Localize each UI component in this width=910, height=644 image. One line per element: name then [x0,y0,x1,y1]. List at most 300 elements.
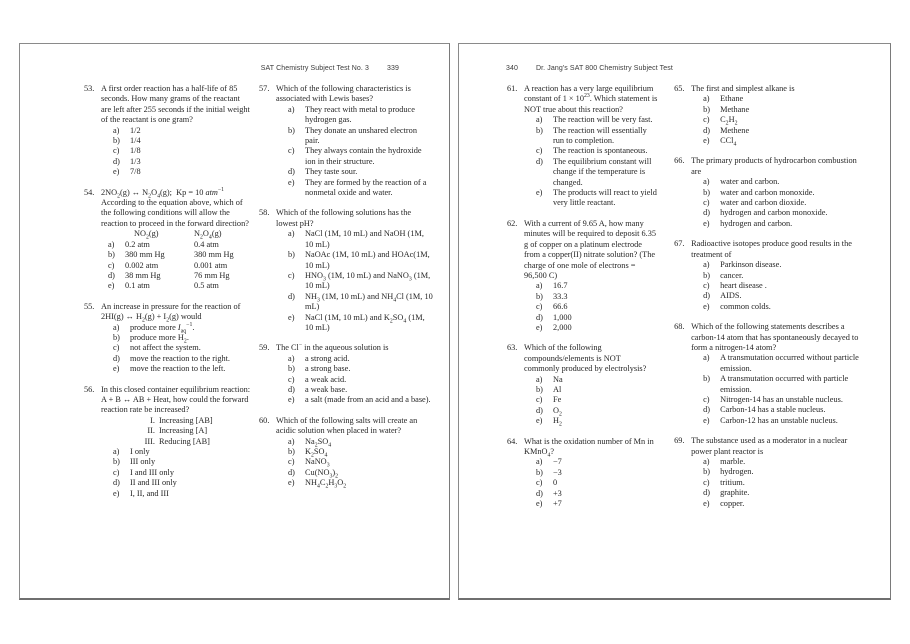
option-letter: a) [703,457,710,466]
page-content [507,84,862,590]
option-text: $NH_3$ (1M, 10 mL) and $NH_4Cl$ (1M, 10 mL) [305,291,433,312]
option-letter: e) [536,188,543,198]
option-text: Al [553,384,562,394]
option-row [703,260,862,270]
question [674,84,862,146]
option-row [703,177,862,187]
option-row [113,354,251,364]
page-header [506,65,673,72]
option-row [288,292,433,313]
option-letter: b) [536,467,543,477]
option-row [536,416,658,426]
question-column [84,84,251,590]
option-letter: d) [703,405,711,415]
table-cell: 0.4 atm [194,239,219,249]
option-letter: d) [288,384,295,394]
option-text: move the reaction to the right. [130,353,230,363]
roman-item [131,416,251,426]
table-cell: 0.002 atm [125,260,159,270]
question [674,436,862,509]
question-body [276,343,433,405]
option-row [536,468,658,478]
option-letter: e) [536,322,543,332]
option-row [703,219,862,229]
option-letter: a) [288,229,295,239]
option-text: a salt (made from an acid and a base). [305,395,431,405]
option-row [288,271,433,292]
question-body [101,385,251,499]
option-text: 16.7 [553,281,568,291]
option-row [703,208,862,218]
option-letter: c) [288,457,295,467]
option-row [703,374,862,395]
option-text: common colds. [720,301,771,311]
question [84,188,251,292]
option-row [703,136,862,146]
option-letter: a) [288,436,295,446]
option-letter: b) [703,374,711,384]
option-text: a strong acid. [305,353,350,363]
option-letter: a) [536,281,543,291]
option-letter: d) [113,478,120,488]
option-letter: c) [703,477,710,487]
question-text: A first order reaction has a half-life of 85 seconds. How many grams of the reactant are left after 255 seconds if the initial weight of the reactant is one gram? [101,84,250,125]
option-row [536,115,658,125]
option-row [288,126,433,147]
table-row [108,240,251,250]
option-text: not affect the system. [130,343,201,353]
option-letter: a) [113,125,120,135]
option-text: copper. [720,498,745,508]
option-row [288,105,433,126]
option-row [113,157,251,167]
question-body [276,84,433,198]
option-row [288,178,433,199]
option-row [536,313,658,323]
option-text: NaCl (1M, 10 mL) and $K_2SO_4$ (1M, 10 mL) [305,312,425,332]
roman-list [131,416,251,447]
question [259,208,433,333]
option-row [113,457,251,467]
option-text: $Cu(NO_3)_2$ [305,467,339,480]
question-body [524,343,658,426]
option-row [703,478,862,488]
option-letter: e) [113,488,120,498]
option-text: Ethane [720,94,744,104]
option-letter: d) [113,156,120,166]
running-head: SAT Chemistry Subject Test No. 3 [260,65,370,72]
option-text: A transmutation occurred without particle emission. [720,353,859,373]
option-row [288,313,433,334]
option-text: 1,000 [553,312,572,322]
table-row [108,250,251,260]
option-text: Methane [720,104,750,114]
table-header-cell: $NO_2(g)$ [134,229,159,241]
option-text: hydrogen. [720,467,754,477]
question-body [691,436,862,509]
option-letter: c) [288,146,295,156]
question-body [524,437,658,510]
option-letter: e) [703,218,710,228]
option-text: marble. [720,457,746,466]
option-row [536,457,658,467]
page-number: 339 [387,65,399,72]
option-letter: b) [113,457,120,467]
option-text: They react with metal to produce hydrogen gas. [305,104,415,125]
option-letter: b) [536,384,543,394]
option-text: I only [130,447,150,456]
option-row [288,354,433,364]
option-row [536,406,658,416]
option-row [703,416,862,426]
option-text: I and III only [130,467,175,477]
option-text: $HNO_3$ (1M, 10 mL) and NaNO$_3$ (1M, 10 mL) [305,270,431,291]
option-text: 0 [553,478,558,488]
option-text: $Na_2SO_4$ [305,436,332,449]
option-letter: a) [703,260,710,270]
option-text: heart disease . [720,280,767,290]
option-text: move the reaction to the left. [130,364,226,374]
question-column [507,84,658,590]
roman-text: Reducing [AB] [159,436,210,446]
option-text: The reaction will be very fast. [553,115,653,125]
option-row [703,105,862,115]
option-row [703,488,862,498]
question [507,437,658,510]
roman-numeral: I. [150,415,155,425]
table-cell: 380 mm Hg [194,250,234,260]
option-row [703,271,862,281]
option-letter: c) [703,115,710,125]
question-text: The primary products of hydrocarbon combustion are [691,156,857,176]
roman-item [131,426,251,436]
option-row [703,291,862,301]
option-row [536,302,658,312]
question-number: 66. [674,156,685,166]
table-cell: 38 mm Hg [125,270,161,280]
option-text: a strong base. [305,364,351,374]
option-letter: d) [703,291,711,301]
option-letter: a) [288,353,295,363]
option-letter: e) [703,136,710,146]
question-body [691,239,862,312]
table-cell: 0.5 atm [194,281,219,291]
option-letter: a) [113,447,120,456]
question-number: 69. [674,436,685,446]
option-text: Methene [720,125,750,135]
option-letter: c) [536,146,543,156]
option-text: $C_2H_2$ [720,115,738,127]
option-letter: b) [536,291,543,301]
option-row [288,167,433,177]
question [674,239,862,312]
option-text: They always contain the hydroxide ion in their structure. [305,146,422,166]
question [259,416,433,489]
option-letter: c) [113,467,120,477]
option-letter: d) [536,405,543,415]
page-content [84,84,433,590]
option-letter: c) [288,374,295,384]
option-text: hydrogen and carbon. [720,218,793,228]
option-letter: a) [703,353,710,363]
option-letter: a) [536,115,543,125]
option-row [288,395,433,405]
option-letter: d) [703,488,711,498]
option-text: cancer. [720,270,744,280]
option-text: graphite. [720,488,750,498]
option-letter: c) [536,395,543,405]
page-left [19,43,450,600]
option-text: The reaction will essentially run to completion. [553,125,647,146]
option-row [536,281,658,291]
question-text: The substance used as a moderator in a nuclear power plant reactor is [691,436,848,456]
question-number: 61. [507,84,518,93]
question-text: Which of the following salts will create an acidic solution when placed in water? [276,415,418,436]
question-body [101,84,251,178]
option-row [288,437,433,447]
option-row [536,323,658,333]
table-cell: 0.1 atm [125,281,150,291]
option-letter: c) [536,478,543,488]
question-number: 55. [84,301,95,311]
option-text: Na [553,374,563,384]
option-row [536,478,658,488]
option-text: −7 [553,457,562,467]
option-row [288,146,433,167]
option-row [536,489,658,499]
option-row [113,364,251,374]
option-text: 1/4 [130,136,141,146]
option-text: 7/8 [130,167,141,177]
option-text: 2,000 [553,322,572,332]
question-text: The first and simplest alkane is [691,84,795,93]
option-text: 66.6 [553,302,568,312]
option-text: +3 [553,488,562,498]
roman-numeral: II. [147,426,155,436]
option-letter: b) [113,136,120,146]
question-number: 59. [259,343,270,353]
option-letter: d) [288,467,295,477]
roman-text: Increasing [AB] [159,415,213,425]
option-text: Nitrogen-14 has an unstable nucleus. [720,394,843,404]
table-header-row [134,229,251,239]
option-letter: e) [288,395,295,405]
option-text: The equilibrium constant will change if the temperature is changed. [553,156,652,187]
option-row [288,447,433,457]
question [84,84,251,178]
option-row [703,115,862,125]
option-letter: e) [288,312,295,322]
page-number: 340 [506,65,518,72]
option-row [536,126,658,147]
option-row [536,292,658,302]
option-text: $K_2SO_4$ [305,447,328,459]
option-text: AIDS. [720,291,742,301]
option-letter: d) [536,156,543,166]
question [507,343,658,426]
option-row [288,468,433,478]
option-row [703,126,862,136]
question [84,302,251,375]
option-row [536,146,658,156]
option-row [113,126,251,136]
question-body [524,219,658,333]
page-header [261,65,399,72]
option-letter: d) [536,488,543,498]
option-text: −3 [553,467,562,477]
option-letter: c) [703,198,710,208]
table-row [108,261,251,271]
question-number: 63. [507,343,518,353]
option-text: $NH_4C_2H_3O_2$ [305,478,347,490]
option-letter: e) [108,281,115,291]
pressure-table [101,229,251,291]
option-letter: d) [288,167,295,177]
question [674,322,862,426]
question-text: $2NO_2(g)$ ↔ $N_2O_4(g)$; Kp = 10 atm$^{-1}$ According to the equation above, which of the following conditions will allow the reaction to proceed in the forward direction? [101,186,249,228]
option-text: A transmutation occurred with particle emission. [720,374,849,394]
question-body [691,156,862,229]
option-letter: d) [536,312,543,322]
question-text: An increase in pressure for the reaction of 2HI(g) ↔ $H_2(g) + I_2(g)$ would [101,301,241,324]
question-number: 53. [84,84,95,93]
option-row [536,499,658,509]
option-text: water and carbon. [720,177,780,187]
question-number: 65. [674,84,685,93]
option-text: 1/8 [130,146,141,156]
question-number: 62. [507,218,518,228]
question [507,84,658,209]
roman-text: Increasing [A] [159,426,208,436]
option-letter: e) [703,415,710,425]
option-letter: b) [536,125,543,135]
option-letter: d) [113,353,120,363]
option-row [288,457,433,470]
option-text: I, II, and III [130,488,169,498]
option-letter: e) [703,301,710,311]
option-letter: e) [113,364,120,374]
option-letter: b) [703,270,711,280]
option-text: Carbon-14 has a stable nucleus. [720,405,826,415]
option-letter: b) [288,447,295,456]
option-letter: e) [288,177,295,187]
option-row [536,395,658,405]
question-text: In this closed container equilibrium reaction: A + B ↔ AB + Heat, how could the forward reaction rate be increased? [101,384,251,415]
question [84,385,251,499]
option-text: They taste sour. [305,167,358,177]
question-column [259,84,433,590]
option-row [536,157,658,188]
question-body [691,322,862,426]
question-number: 60. [259,415,270,425]
option-row [113,343,251,353]
option-text: water and carbon dioxide. [720,198,807,208]
option-letter: c) [288,270,295,280]
option-text: water and carbon monoxide. [720,187,815,197]
option-letter: b) [288,364,295,374]
option-row [703,457,862,467]
option-row [113,167,251,177]
question-number: 68. [674,322,685,332]
table-cell: 76 mm Hg [194,270,230,280]
option-letter: a) [536,457,543,467]
roman-item [131,437,251,447]
option-letter: b) [288,250,295,260]
option-text: The products will react to yield very little reactant. [553,188,657,208]
table-cell: 380 mm Hg [125,250,165,260]
option-letter: e) [703,498,710,508]
question-body [691,84,862,146]
option-letter: a) [113,322,120,332]
option-row [288,250,433,271]
roman-numeral: III. [144,436,155,446]
option-text: 33.3 [553,291,568,301]
option-text: $H_2$ [553,416,562,428]
option-letter: d) [108,270,115,280]
option-text: III only [130,457,156,467]
option-text: They donate an unshared electron pair. [305,125,417,146]
question [674,156,862,229]
option-text: NaOAc (1M, 10 mL) and HOAc(1M, 10 mL) [305,250,430,270]
option-letter: b) [288,125,295,135]
option-text: produce more $I_{aq}^{-1}$. [130,321,195,335]
option-text: produce more $H_2$. [130,332,189,345]
question-number: 67. [674,239,685,249]
option-letter: c) [703,280,710,290]
option-letter: e) [113,167,120,177]
table-cell: 0.001 atm [194,260,228,270]
option-letter: e) [536,416,543,426]
option-row [113,323,251,333]
question-text: Which of the following characteristics is associated with Lewis bases? [276,84,411,104]
option-text: Fe [553,395,562,405]
option-row [703,395,862,405]
option-row [703,499,862,509]
question-body [101,302,251,375]
option-text: +7 [553,499,562,509]
option-text: They are formed by the reaction of a nonmetal oxide and water. [305,177,427,198]
question-body [276,416,433,489]
question-text: Which of the following compounds/elements is NOT commonly produced by electrolysis? [524,343,647,374]
option-row [288,229,433,250]
question-number: 58. [259,208,270,218]
question [259,343,433,405]
question-number: 64. [507,436,518,446]
option-text: The reaction is spontaneous. [553,146,648,156]
option-row [113,333,251,343]
option-letter: b) [113,332,120,342]
option-text: NaNO$_3$ [305,457,330,470]
option-text: Carbon-12 has an unstable nucleus. [720,415,838,425]
option-letter: c) [113,343,120,353]
option-letter: b) [108,250,115,260]
question [259,84,433,198]
page-right [458,43,891,600]
question-text: Which of the following statements describes a carbon-14 atom that has spontaneously decayed to form a nitrogen-14 atom? [691,322,859,352]
option-row [113,447,251,457]
option-row [703,281,862,291]
option-row [536,385,658,395]
option-row [113,478,251,488]
option-letter: d) [288,291,295,301]
option-text: hydrogen and carbon monoxide. [720,208,828,218]
option-row [703,94,862,104]
option-letter: c) [536,302,543,312]
running-head: Dr. Jang's SAT 800 Chemistry Subject Test [535,65,673,72]
option-letter: b) [703,187,711,197]
option-letter: a) [703,94,710,104]
question [507,219,658,333]
